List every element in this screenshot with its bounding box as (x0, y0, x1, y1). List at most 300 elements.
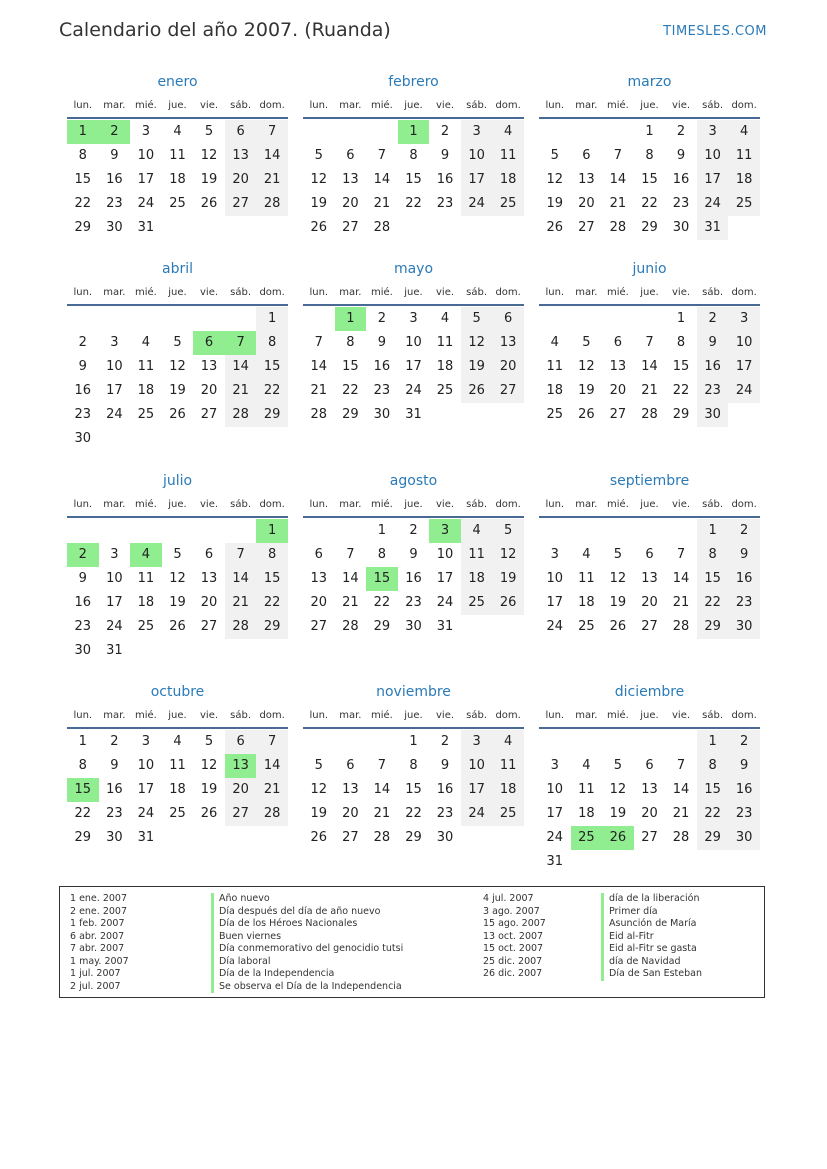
day-cell[interactable]: 1 (78, 734, 87, 749)
day-cell[interactable]: 28 (225, 615, 257, 639)
day-cell[interactable]: 20 (200, 595, 218, 610)
day-cell[interactable]: 27 (310, 619, 328, 634)
day-cell[interactable]: 31 (436, 619, 454, 634)
day-cell[interactable]: 10 (697, 144, 729, 168)
day-cell[interactable]: 15 (256, 567, 288, 591)
day-cell[interactable]: 5 (550, 148, 559, 163)
day-cell[interactable]: 8 (256, 543, 288, 567)
day-cell[interactable]: 23 (728, 591, 760, 615)
day-cell[interactable]: 17 (461, 778, 493, 802)
holiday-day-cell[interactable]: 25 (571, 826, 603, 850)
day-cell[interactable]: 13 (200, 571, 218, 586)
day-cell[interactable]: 11 (169, 758, 186, 773)
day-cell[interactable]: 16 (436, 782, 454, 797)
day-cell[interactable]: 8 (676, 335, 686, 350)
day-cell[interactable]: 4 (492, 120, 524, 144)
day-cell[interactable]: 21 (672, 806, 690, 821)
day-cell[interactable]: 30 (106, 220, 123, 235)
day-cell[interactable]: 19 (169, 595, 186, 610)
day-cell[interactable]: 22 (256, 591, 288, 615)
day-cell[interactable]: 16 (74, 383, 92, 398)
day-cell[interactable]: 12 (310, 782, 328, 797)
day-cell[interactable]: 28 (342, 619, 359, 634)
day-cell[interactable]: 29 (672, 407, 690, 422)
day-cell[interactable]: 23 (405, 595, 422, 610)
day-cell[interactable]: 15 (697, 778, 729, 802)
day-cell[interactable]: 17 (436, 571, 454, 586)
day-cell[interactable]: 3 (550, 758, 559, 773)
day-cell[interactable]: 28 (641, 407, 658, 422)
day-cell[interactable]: 1 (377, 523, 387, 538)
day-cell[interactable]: 29 (256, 615, 288, 639)
day-cell[interactable]: 6 (613, 335, 623, 350)
day-cell[interactable]: 2 (676, 124, 686, 139)
day-cell[interactable]: 8 (409, 758, 418, 773)
day-cell[interactable]: 18 (169, 782, 186, 797)
day-cell[interactable]: 15 (256, 355, 288, 379)
day-cell[interactable]: 11 (461, 543, 493, 567)
day-cell[interactable]: 17 (106, 383, 123, 398)
day-cell[interactable]: 28 (672, 619, 690, 634)
day-cell[interactable]: 28 (672, 830, 690, 845)
day-cell[interactable]: 2 (409, 523, 418, 538)
day-cell[interactable]: 22 (74, 806, 92, 821)
day-cell[interactable]: 26 (310, 220, 328, 235)
day-cell[interactable]: 2 (440, 734, 450, 749)
day-cell[interactable]: 21 (310, 383, 328, 398)
day-cell[interactable]: 7 (377, 758, 387, 773)
day-cell[interactable]: 26 (461, 379, 493, 403)
day-cell[interactable]: 26 (578, 407, 595, 422)
day-cell[interactable]: 14 (225, 567, 257, 591)
day-cell[interactable]: 9 (409, 547, 418, 562)
day-cell[interactable]: 16 (106, 782, 123, 797)
day-cell[interactable]: 30 (405, 619, 422, 634)
day-cell[interactable]: 31 (697, 216, 729, 240)
day-cell[interactable]: 8 (645, 148, 654, 163)
day-cell[interactable]: 1 (697, 519, 729, 543)
day-cell[interactable]: 22 (641, 196, 658, 211)
holiday-day-cell[interactable]: 1 (256, 519, 288, 543)
day-cell[interactable]: 11 (578, 782, 595, 797)
day-cell[interactable]: 5 (173, 335, 182, 350)
day-cell[interactable]: 19 (169, 383, 186, 398)
day-cell[interactable]: 13 (225, 144, 257, 168)
day-cell[interactable]: 25 (137, 619, 155, 634)
day-cell[interactable]: 8 (377, 547, 387, 562)
day-cell[interactable]: 15 (405, 172, 422, 187)
day-cell[interactable]: 27 (578, 220, 595, 235)
holiday-day-cell[interactable]: 1 (67, 120, 99, 144)
day-cell[interactable]: 1 (697, 730, 729, 754)
day-cell[interactable]: 26 (200, 196, 218, 211)
day-cell[interactable]: 26 (169, 407, 186, 422)
day-cell[interactable]: 30 (106, 830, 123, 845)
day-cell[interactable]: 11 (492, 754, 524, 778)
day-cell[interactable]: 25 (169, 806, 186, 821)
day-cell[interactable]: 9 (728, 754, 760, 778)
day-cell[interactable]: 11 (436, 335, 454, 350)
day-cell[interactable]: 3 (461, 730, 493, 754)
day-cell[interactable]: 8 (78, 758, 87, 773)
day-cell[interactable]: 27 (342, 830, 359, 845)
day-cell[interactable]: 23 (106, 806, 123, 821)
day-cell[interactable]: 10 (137, 758, 155, 773)
day-cell[interactable]: 30 (74, 431, 92, 446)
day-cell[interactable]: 16 (436, 172, 454, 187)
day-cell[interactable]: 6 (492, 307, 524, 331)
day-cell[interactable]: 19 (200, 172, 218, 187)
day-cell[interactable]: 13 (342, 172, 359, 187)
day-cell[interactable]: 28 (256, 802, 288, 826)
day-cell[interactable]: 3 (550, 547, 559, 562)
day-cell[interactable]: 29 (342, 407, 359, 422)
day-cell[interactable]: 16 (106, 172, 123, 187)
day-cell[interactable]: 26 (200, 806, 218, 821)
day-cell[interactable]: 5 (204, 124, 214, 139)
day-cell[interactable]: 27 (342, 220, 359, 235)
day-cell[interactable]: 9 (440, 148, 450, 163)
day-cell[interactable]: 29 (641, 220, 658, 235)
day-cell[interactable]: 3 (461, 120, 493, 144)
day-cell[interactable]: 2 (728, 519, 760, 543)
day-cell[interactable]: 18 (546, 383, 564, 398)
day-cell[interactable]: 8 (346, 335, 355, 350)
day-cell[interactable]: 18 (728, 168, 760, 192)
day-cell[interactable]: 18 (492, 168, 524, 192)
day-cell[interactable]: 4 (728, 120, 760, 144)
day-cell[interactable]: 26 (609, 619, 627, 634)
day-cell[interactable]: 7 (256, 730, 288, 754)
day-cell[interactable]: 10 (106, 571, 123, 586)
day-cell[interactable]: 29 (74, 830, 92, 845)
day-cell[interactable]: 29 (405, 830, 422, 845)
day-cell[interactable]: 3 (110, 547, 119, 562)
day-cell[interactable]: 9 (78, 571, 87, 586)
day-cell[interactable]: 25 (578, 619, 595, 634)
day-cell[interactable]: 12 (578, 359, 595, 374)
holiday-day-cell[interactable]: 1 (398, 120, 430, 144)
day-cell[interactable]: 25 (137, 407, 155, 422)
day-cell[interactable]: 10 (461, 144, 493, 168)
day-cell[interactable]: 17 (106, 595, 123, 610)
day-cell[interactable]: 7 (645, 335, 654, 350)
day-cell[interactable]: 3 (697, 120, 729, 144)
day-cell[interactable]: 15 (697, 567, 729, 591)
day-cell[interactable]: 11 (169, 148, 186, 163)
day-cell[interactable]: 14 (342, 571, 359, 586)
day-cell[interactable]: 24 (461, 192, 493, 216)
day-cell[interactable]: 28 (225, 403, 257, 427)
day-cell[interactable]: 15 (672, 359, 690, 374)
day-cell[interactable]: 9 (377, 335, 387, 350)
day-cell[interactable]: 13 (342, 782, 359, 797)
day-cell[interactable]: 9 (728, 543, 760, 567)
day-cell[interactable]: 13 (609, 359, 627, 374)
day-cell[interactable]: 10 (106, 359, 123, 374)
day-cell[interactable]: 12 (310, 172, 328, 187)
day-cell[interactable]: 20 (342, 806, 359, 821)
day-cell[interactable]: 18 (461, 567, 493, 591)
day-cell[interactable]: 18 (137, 595, 155, 610)
holiday-day-cell[interactable]: 2 (99, 120, 131, 144)
day-cell[interactable]: 23 (373, 383, 391, 398)
day-cell[interactable]: 9 (440, 758, 450, 773)
day-cell[interactable]: 12 (609, 782, 627, 797)
day-cell[interactable]: 26 (169, 619, 186, 634)
day-cell[interactable]: 2 (377, 311, 387, 326)
holiday-day-cell[interactable]: 4 (130, 543, 162, 567)
day-cell[interactable]: 22 (405, 806, 422, 821)
day-cell[interactable]: 5 (314, 148, 323, 163)
day-cell[interactable]: 8 (697, 754, 729, 778)
day-cell[interactable]: 20 (578, 196, 595, 211)
day-cell[interactable]: 11 (728, 144, 760, 168)
day-cell[interactable]: 15 (342, 359, 359, 374)
day-cell[interactable]: 4 (440, 311, 450, 326)
brand-logo[interactable]: TIMESLES.COM (663, 24, 767, 39)
day-cell[interactable]: 14 (256, 144, 288, 168)
day-cell[interactable]: 11 (578, 571, 595, 586)
day-cell[interactable]: 13 (641, 782, 658, 797)
day-cell[interactable]: 30 (697, 403, 729, 427)
day-cell[interactable]: 30 (74, 643, 92, 658)
day-cell[interactable]: 27 (200, 619, 218, 634)
day-cell[interactable]: 7 (256, 120, 288, 144)
day-cell[interactable]: 15 (641, 172, 658, 187)
day-cell[interactable]: 10 (546, 571, 564, 586)
day-cell[interactable]: 15 (405, 782, 422, 797)
day-cell[interactable]: 7 (613, 148, 623, 163)
day-cell[interactable]: 12 (200, 148, 218, 163)
day-cell[interactable]: 7 (676, 547, 686, 562)
holiday-day-cell[interactable]: 3 (429, 519, 461, 543)
day-cell[interactable]: 16 (728, 778, 760, 802)
day-cell[interactable]: 10 (436, 547, 454, 562)
day-cell[interactable]: 5 (461, 307, 493, 331)
day-cell[interactable]: 17 (546, 595, 564, 610)
day-cell[interactable]: 18 (578, 806, 595, 821)
day-cell[interactable]: 20 (225, 168, 257, 192)
day-cell[interactable]: 18 (137, 383, 155, 398)
day-cell[interactable]: 7 (346, 547, 355, 562)
day-cell[interactable]: 14 (641, 359, 658, 374)
day-cell[interactable]: 20 (225, 778, 257, 802)
day-cell[interactable]: 22 (672, 383, 690, 398)
day-cell[interactable]: 21 (256, 168, 288, 192)
day-cell[interactable]: 12 (546, 172, 564, 187)
day-cell[interactable]: 4 (461, 519, 493, 543)
day-cell[interactable]: 30 (672, 220, 690, 235)
day-cell[interactable]: 10 (461, 754, 493, 778)
day-cell[interactable]: 4 (582, 547, 591, 562)
day-cell[interactable]: 14 (310, 359, 328, 374)
day-cell[interactable]: 30 (728, 615, 760, 639)
day-cell[interactable]: 25 (728, 192, 760, 216)
day-cell[interactable]: 30 (728, 826, 760, 850)
day-cell[interactable]: 23 (672, 196, 690, 211)
day-cell[interactable]: 4 (141, 335, 151, 350)
day-cell[interactable]: 5 (613, 547, 623, 562)
day-cell[interactable]: 9 (697, 331, 729, 355)
day-cell[interactable]: 7 (377, 148, 387, 163)
day-cell[interactable]: 5 (492, 519, 524, 543)
day-cell[interactable]: 21 (373, 806, 391, 821)
day-cell[interactable]: 14 (609, 172, 627, 187)
day-cell[interactable]: 6 (645, 758, 654, 773)
holiday-day-cell[interactable]: 1 (335, 307, 367, 331)
day-cell[interactable]: 5 (173, 547, 182, 562)
day-cell[interactable]: 19 (492, 567, 524, 591)
day-cell[interactable]: 23 (728, 802, 760, 826)
day-cell[interactable]: 19 (546, 196, 564, 211)
day-cell[interactable]: 3 (728, 307, 760, 331)
day-cell[interactable]: 3 (409, 311, 418, 326)
day-cell[interactable]: 24 (137, 806, 155, 821)
day-cell[interactable]: 6 (204, 547, 214, 562)
day-cell[interactable]: 5 (314, 758, 323, 773)
day-cell[interactable]: 11 (137, 571, 155, 586)
day-cell[interactable]: 24 (137, 196, 155, 211)
day-cell[interactable]: 3 (110, 335, 119, 350)
day-cell[interactable]: 21 (373, 196, 391, 211)
day-cell[interactable]: 17 (697, 168, 729, 192)
day-cell[interactable]: 1 (409, 734, 418, 749)
day-cell[interactable]: 6 (582, 148, 591, 163)
day-cell[interactable]: 19 (609, 595, 627, 610)
day-cell[interactable]: 31 (137, 830, 155, 845)
day-cell[interactable]: 7 (676, 758, 686, 773)
day-cell[interactable]: 6 (346, 758, 355, 773)
day-cell[interactable]: 3 (141, 734, 151, 749)
day-cell[interactable]: 14 (256, 754, 288, 778)
day-cell[interactable]: 25 (461, 591, 493, 615)
day-cell[interactable]: 15 (74, 172, 92, 187)
day-cell[interactable]: 29 (373, 619, 391, 634)
day-cell[interactable]: 17 (137, 782, 155, 797)
day-cell[interactable]: 7 (225, 543, 257, 567)
day-cell[interactable]: 21 (225, 591, 257, 615)
day-cell[interactable]: 29 (697, 615, 729, 639)
day-cell[interactable]: 21 (609, 196, 627, 211)
day-cell[interactable]: 31 (106, 643, 123, 658)
day-cell[interactable]: 6 (346, 148, 355, 163)
day-cell[interactable]: 23 (697, 379, 729, 403)
day-cell[interactable]: 22 (342, 383, 359, 398)
day-cell[interactable]: 17 (546, 806, 564, 821)
day-cell[interactable]: 4 (550, 335, 559, 350)
day-cell[interactable]: 5 (582, 335, 591, 350)
day-cell[interactable]: 17 (461, 168, 493, 192)
day-cell[interactable]: 23 (436, 806, 454, 821)
day-cell[interactable]: 27 (225, 802, 257, 826)
day-cell[interactable]: 2 (728, 730, 760, 754)
day-cell[interactable]: 23 (436, 196, 454, 211)
day-cell[interactable]: 24 (461, 802, 493, 826)
day-cell[interactable]: 13 (578, 172, 595, 187)
day-cell[interactable]: 16 (672, 172, 690, 187)
day-cell[interactable]: 23 (106, 196, 123, 211)
holiday-day-cell[interactable]: 2 (67, 543, 99, 567)
day-cell[interactable]: 8 (697, 543, 729, 567)
day-cell[interactable]: 25 (169, 196, 186, 211)
day-cell[interactable]: 29 (74, 220, 92, 235)
holiday-day-cell[interactable]: 15 (67, 778, 99, 802)
day-cell[interactable]: 4 (582, 758, 591, 773)
day-cell[interactable]: 2 (78, 335, 87, 350)
day-cell[interactable]: 22 (697, 802, 729, 826)
day-cell[interactable]: 16 (74, 595, 92, 610)
day-cell[interactable]: 24 (106, 619, 123, 634)
day-cell[interactable]: 27 (492, 379, 524, 403)
day-cell[interactable]: 5 (613, 758, 623, 773)
day-cell[interactable]: 6 (645, 547, 654, 562)
day-cell[interactable]: 26 (310, 830, 328, 845)
day-cell[interactable]: 31 (546, 854, 564, 869)
day-cell[interactable]: 19 (578, 383, 595, 398)
day-cell[interactable]: 24 (697, 192, 729, 216)
day-cell[interactable]: 18 (578, 595, 595, 610)
day-cell[interactable]: 13 (310, 571, 328, 586)
day-cell[interactable]: 18 (492, 778, 524, 802)
day-cell[interactable]: 19 (310, 196, 328, 211)
day-cell[interactable]: 27 (225, 192, 257, 216)
day-cell[interactable]: 6 (225, 120, 257, 144)
day-cell[interactable]: 19 (609, 806, 627, 821)
day-cell[interactable]: 5 (204, 734, 214, 749)
day-cell[interactable]: 13 (200, 359, 218, 374)
day-cell[interactable]: 22 (256, 379, 288, 403)
day-cell[interactable]: 26 (546, 220, 564, 235)
day-cell[interactable]: 25 (492, 192, 524, 216)
day-cell[interactable]: 6 (225, 730, 257, 754)
holiday-day-cell[interactable]: 6 (193, 331, 225, 355)
day-cell[interactable]: 11 (492, 144, 524, 168)
day-cell[interactable]: 20 (342, 196, 359, 211)
day-cell[interactable]: 14 (373, 172, 391, 187)
day-cell[interactable]: 30 (373, 407, 391, 422)
day-cell[interactable]: 20 (641, 806, 658, 821)
day-cell[interactable]: 21 (256, 778, 288, 802)
day-cell[interactable]: 27 (641, 619, 658, 634)
day-cell[interactable]: 4 (173, 734, 182, 749)
day-cell[interactable]: 8 (409, 148, 418, 163)
day-cell[interactable]: 16 (405, 571, 422, 586)
day-cell[interactable]: 25 (546, 407, 564, 422)
day-cell[interactable]: 21 (672, 595, 690, 610)
day-cell[interactable]: 21 (225, 379, 257, 403)
day-cell[interactable]: 28 (373, 830, 391, 845)
day-cell[interactable]: 12 (200, 758, 218, 773)
day-cell[interactable]: 2 (697, 307, 729, 331)
day-cell[interactable]: 16 (697, 355, 729, 379)
day-cell[interactable]: 18 (169, 172, 186, 187)
day-cell[interactable]: 12 (169, 359, 186, 374)
day-cell[interactable]: 31 (405, 407, 422, 422)
day-cell[interactable]: 1 (676, 311, 686, 326)
day-cell[interactable]: 28 (256, 192, 288, 216)
day-cell[interactable]: 17 (137, 172, 155, 187)
day-cell[interactable]: 17 (405, 359, 422, 374)
day-cell[interactable]: 24 (546, 830, 564, 845)
day-cell[interactable]: 9 (78, 359, 87, 374)
day-cell[interactable]: 27 (641, 830, 658, 845)
day-cell[interactable]: 9 (676, 148, 686, 163)
day-cell[interactable]: 1 (645, 124, 654, 139)
day-cell[interactable]: 24 (436, 595, 454, 610)
day-cell[interactable]: 19 (461, 355, 493, 379)
day-cell[interactable]: 10 (546, 782, 564, 797)
